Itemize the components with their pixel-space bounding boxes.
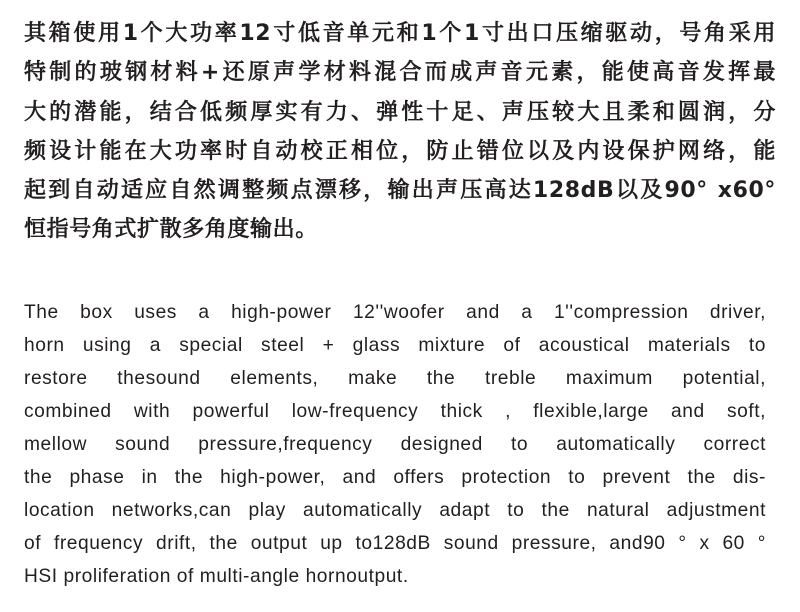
chinese-text-line: 大的潜能，结合低频厚实有力、弹性十足、声压较大且柔和圆润，分 xyxy=(24,99,776,125)
chinese-text-line: 恒指号角式扩散多角度输出。 xyxy=(24,217,318,243)
english-text-line: location networks,can play automatically adapt to the natural adjustment xyxy=(24,500,766,521)
english-description xyxy=(24,296,766,593)
english-text-line: the phase in the high-power, and offers protection to prevent the dis- xyxy=(24,467,766,488)
english-text-line: mellow sound pressure,frequency designed to automatically correct xyxy=(24,434,766,455)
chinese-text-line: 频设计能在大功率时自动校正相位，防止错位以及内设保护网络，能 xyxy=(24,138,776,164)
english-text-line: of frequency drift, the output up to128dB sound pressure, and90 ° x 60 ° xyxy=(24,533,766,554)
chinese-description xyxy=(24,14,776,250)
english-text-line: horn using a special steel + glass mixture of acoustical materials to xyxy=(24,335,766,356)
english-text-line: combined with powerful low-frequency thick , flexible,large and soft, xyxy=(24,401,766,422)
english-text-line: HSI proliferation of multi-angle hornoutput. xyxy=(24,566,409,587)
chinese-text-line: 特制的玻钢材料+还原声学材料混合而成声音元素，能使高音发挥最 xyxy=(24,60,776,86)
chinese-text-line: 起到自动适应自然调整频点漂移，输出声压高达128dB以及90° x60° xyxy=(24,178,776,204)
english-text-line: restore thesound elements, make the treble maximum potential, xyxy=(24,368,766,389)
english-text-line: The box uses a high-power 12''woofer and a 1''compression driver, xyxy=(24,302,766,323)
chinese-text-line: 其箱使用1个大功率12寸低音单元和1个1寸出口压缩驱动，号角采用 xyxy=(24,21,776,46)
